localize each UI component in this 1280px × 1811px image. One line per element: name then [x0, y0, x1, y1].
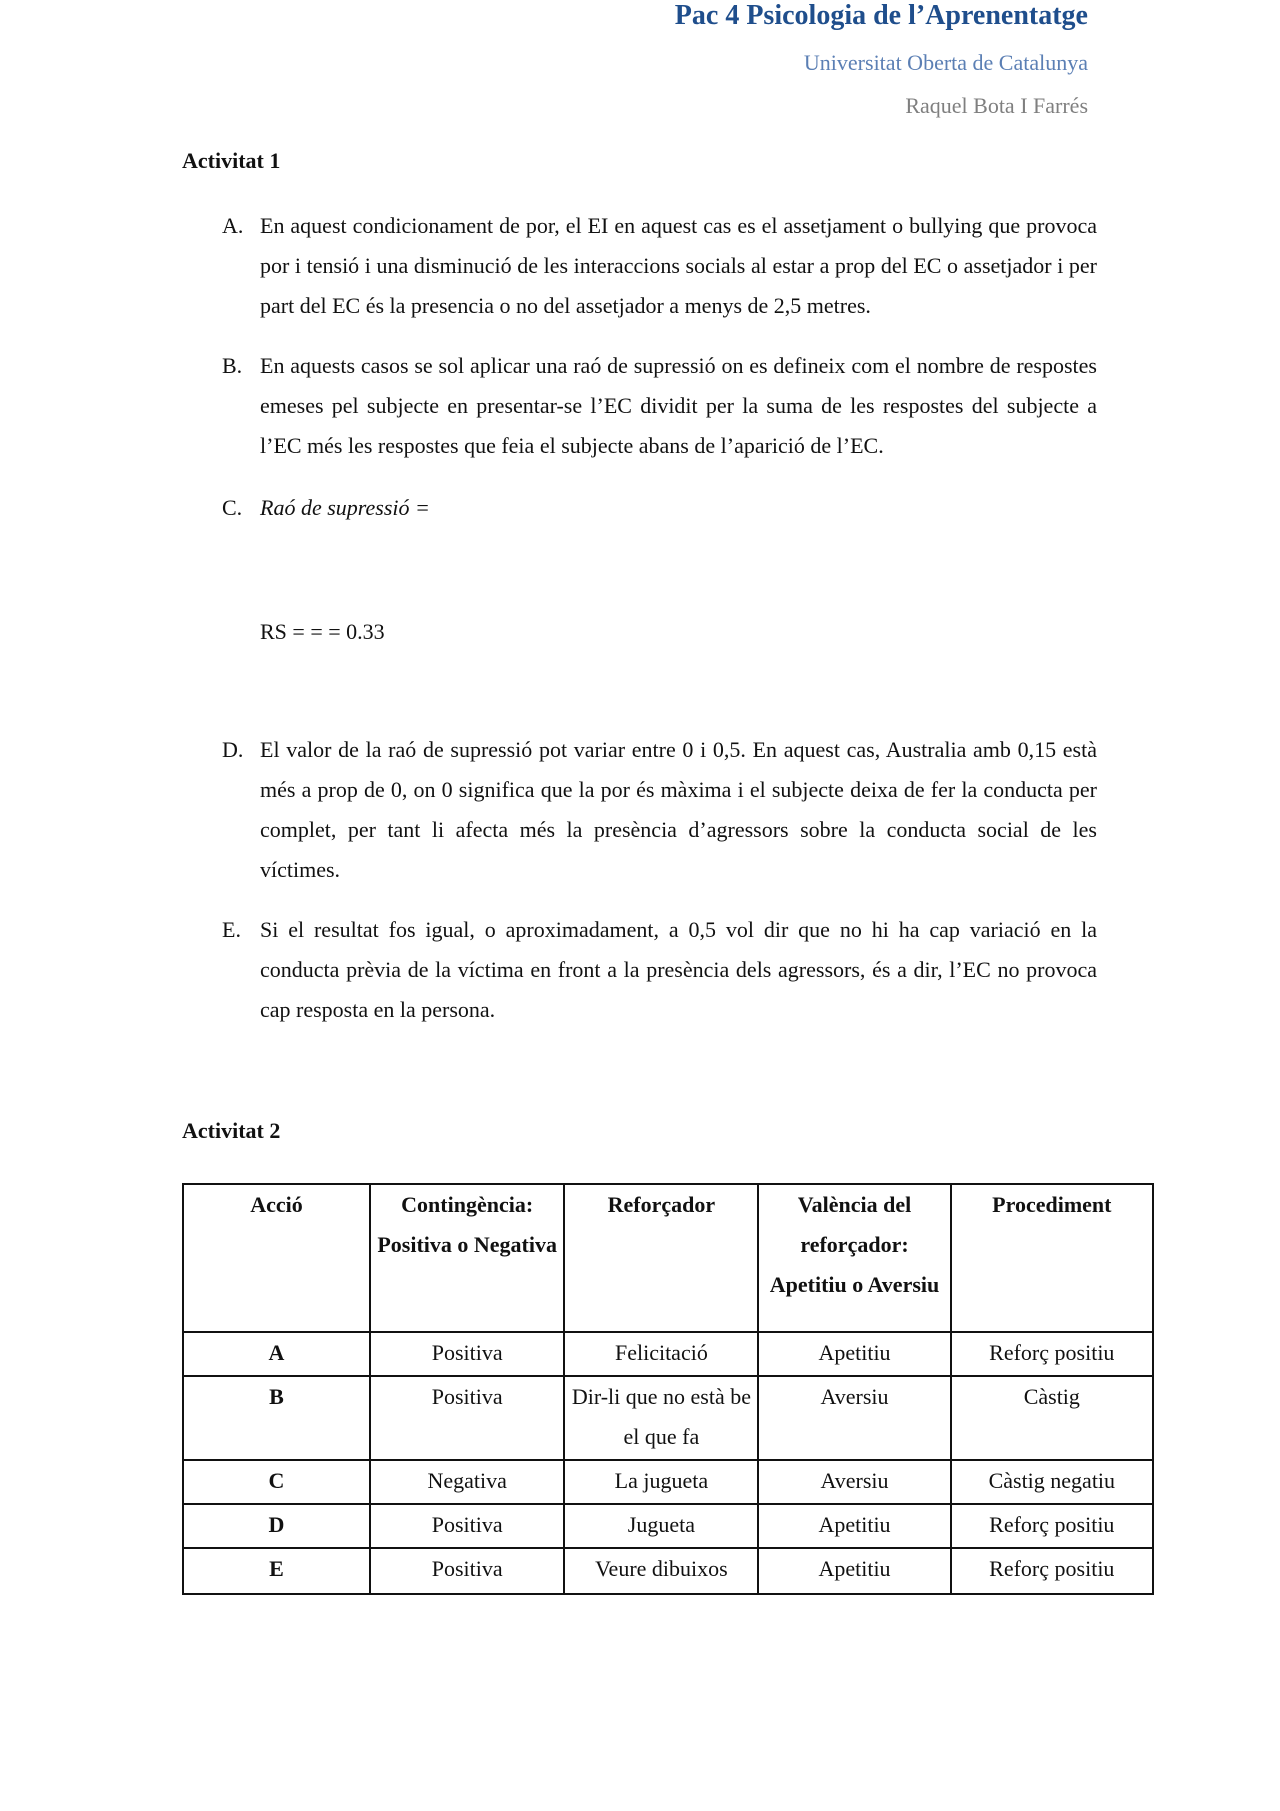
- header-procediment: Procediment: [951, 1184, 1153, 1332]
- cell-contingencia: Negativa: [370, 1460, 564, 1504]
- cell-accio: C: [183, 1460, 370, 1504]
- item-marker: D.: [222, 737, 244, 762]
- activity-1-item-e: [222, 910, 1097, 1030]
- item-marker: C.: [222, 495, 243, 520]
- cell-reforcador: Veure dibuixos: [564, 1548, 758, 1594]
- cell-valencia: Aversiu: [758, 1460, 950, 1504]
- cell-valencia: Apetitiu: [758, 1548, 950, 1594]
- activity-1-item-b: [222, 346, 1097, 466]
- header-reforcador: Reforçador: [564, 1184, 758, 1332]
- cell-valencia: Aversiu: [758, 1376, 950, 1460]
- header-contingencia: Contingència: Positiva o Negativa: [370, 1184, 564, 1332]
- header-valencia: València del reforçador: Apetitiu o Aversiu: [758, 1184, 950, 1332]
- cell-procediment: Càstig: [951, 1376, 1153, 1460]
- table-row: [183, 1332, 1153, 1376]
- item-text: En aquest condicionament de por, el EI en aquest cas es el assetjament o bullying que provoca por i tensió i una disminució de les interaccions socials al estar a prop del EC o assetjador i per part del EC és la presencia o no del assetjador a menys de 2,5 metres.: [260, 213, 1097, 318]
- item-text: Raó de supressió =: [260, 495, 430, 520]
- table-row: [183, 1504, 1153, 1548]
- document-title: Pac 4 Psicologia de l’Aprenentatge: [674, 0, 1088, 31]
- cell-valencia: Apetitiu: [758, 1504, 950, 1548]
- cell-procediment: Càstig negatiu: [951, 1460, 1153, 1504]
- suppression-ratio-result: RS = = = 0.33: [260, 619, 385, 644]
- university-name: Universitat Oberta de Catalunya: [803, 50, 1088, 75]
- cell-procediment: Reforç positiu: [951, 1504, 1153, 1548]
- cell-accio: B: [183, 1376, 370, 1460]
- activity-2-heading: Activitat 2: [182, 1118, 281, 1143]
- cell-contingencia: Positiva: [370, 1332, 564, 1376]
- cell-accio: D: [183, 1504, 370, 1548]
- activity-1-item-c: [222, 488, 1097, 528]
- cell-reforcador: La jugueta: [564, 1460, 758, 1504]
- cell-reforcador: Felicitació: [564, 1332, 758, 1376]
- author-name: Raquel Bota I Farrés: [905, 93, 1088, 118]
- activity-1-heading: Activitat 1: [182, 148, 281, 173]
- cell-contingencia: Positiva: [370, 1504, 564, 1548]
- cell-reforcador: Dir-li que no està be el que fa: [564, 1376, 758, 1460]
- item-marker: A.: [222, 213, 244, 238]
- cell-reforcador: Jugueta: [564, 1504, 758, 1548]
- activity-1-item-d: [222, 730, 1097, 890]
- cell-accio: E: [183, 1548, 370, 1594]
- cell-procediment: Reforç positiu: [951, 1548, 1153, 1594]
- cell-accio: A: [183, 1332, 370, 1376]
- table-row: [183, 1548, 1153, 1594]
- cell-contingencia: Positiva: [370, 1548, 564, 1594]
- table-header-row: [183, 1184, 1153, 1332]
- header-accio: Acció: [183, 1184, 370, 1332]
- item-marker: E.: [222, 917, 241, 942]
- item-marker: B.: [222, 353, 243, 378]
- cell-procediment: Reforç positiu: [951, 1332, 1153, 1376]
- activity-1-item-a: [222, 206, 1097, 326]
- reinforcement-table: [182, 1183, 1154, 1595]
- table-row: [183, 1460, 1153, 1504]
- item-text: En aquests casos se sol aplicar una raó de supressió on es defineix com el nombre de respostes emeses pel subjecte en presentar-se l’EC dividit per la suma de les respostes del subjecte a l’EC més les respostes que feia el subjecte abans de l’aparició de l’EC.: [260, 353, 1097, 458]
- table-row: [183, 1376, 1153, 1460]
- cell-valencia: Apetitiu: [758, 1332, 950, 1376]
- cell-contingencia: Positiva: [370, 1376, 564, 1460]
- item-text: Si el resultat fos igual, o aproximadament, a 0,5 vol dir que no hi ha cap variació en la conducta prèvia de la víctima en front a la presència dels agressors, és a dir, l’EC no provoca cap resposta en la persona.: [260, 917, 1097, 1022]
- item-text: El valor de la raó de supressió pot variar entre 0 i 0,5. En aquest cas, Australia amb 0,15 està més a prop de 0, on 0 significa que la por és màxima i el subjecte deixa de fer la conducta per complet, per tant li afecta més la presència d’agressors sobre la conducta social de les víctimes.: [260, 737, 1097, 882]
